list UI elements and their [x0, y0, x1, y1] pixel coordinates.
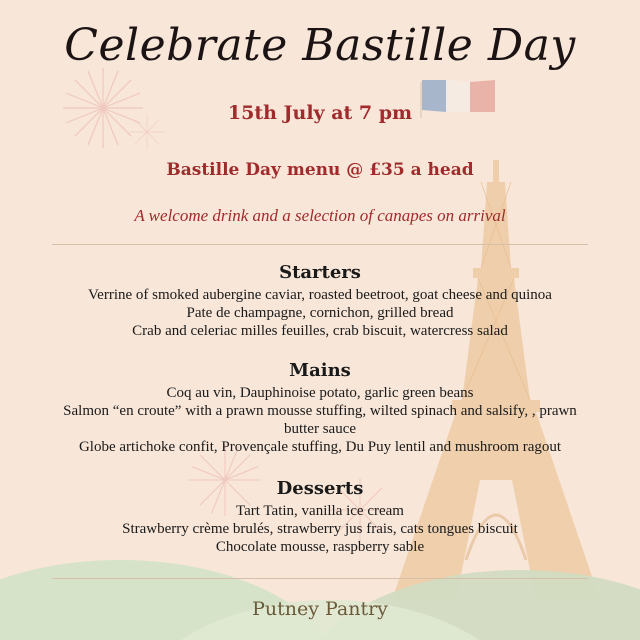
- welcome-note: A welcome drink and a selection of canapes on arrival: [134, 206, 506, 225]
- event-title: Celebrate Bastille Day: [64, 20, 576, 71]
- desserts-section: [40, 478, 600, 556]
- mains-heading: Mains: [289, 360, 351, 381]
- menu-item: Chocolate mousse, raspberry sable: [215, 539, 425, 555]
- desserts-heading: Desserts: [276, 478, 364, 499]
- brand-name: Putney Pantry: [252, 598, 388, 620]
- event-date-time: 15th July at 7 pm: [227, 102, 413, 124]
- divider-bottom: [52, 578, 588, 579]
- menu-item: Verrine of smoked aubergine caviar, roasted beetroot, goat cheese and quinoa: [88, 287, 552, 303]
- menu-item: Salmon “en croute” with a prawn mousse stuffing, wilted spinach and salsify, , prawn butter sauce: [63, 403, 577, 437]
- menu-item: Coq au vin, Dauphinoise potato, garlic green beans: [166, 385, 474, 401]
- menu-price: Bastille Day menu @ £35 a head: [166, 160, 474, 180]
- starters-heading: Starters: [279, 262, 361, 283]
- menu-item: Tart Tatin, vanilla ice cream: [236, 503, 404, 519]
- divider-top: [52, 244, 588, 245]
- menu-item: Pate de champagne, cornichon, grilled bread: [186, 305, 454, 321]
- menu-item: Globe artichoke confit, Provençale stuffing, Du Puy lentil and mushroom ragout: [78, 439, 562, 455]
- starters-section: [40, 262, 600, 340]
- menu-item: Strawberry crème brulés, strawberry jus frais, cats tongues biscuit: [122, 521, 518, 537]
- mains-section: [40, 360, 600, 456]
- menu-item: Crab and celeriac milles feuilles, crab biscuit, watercress salad: [132, 323, 508, 339]
